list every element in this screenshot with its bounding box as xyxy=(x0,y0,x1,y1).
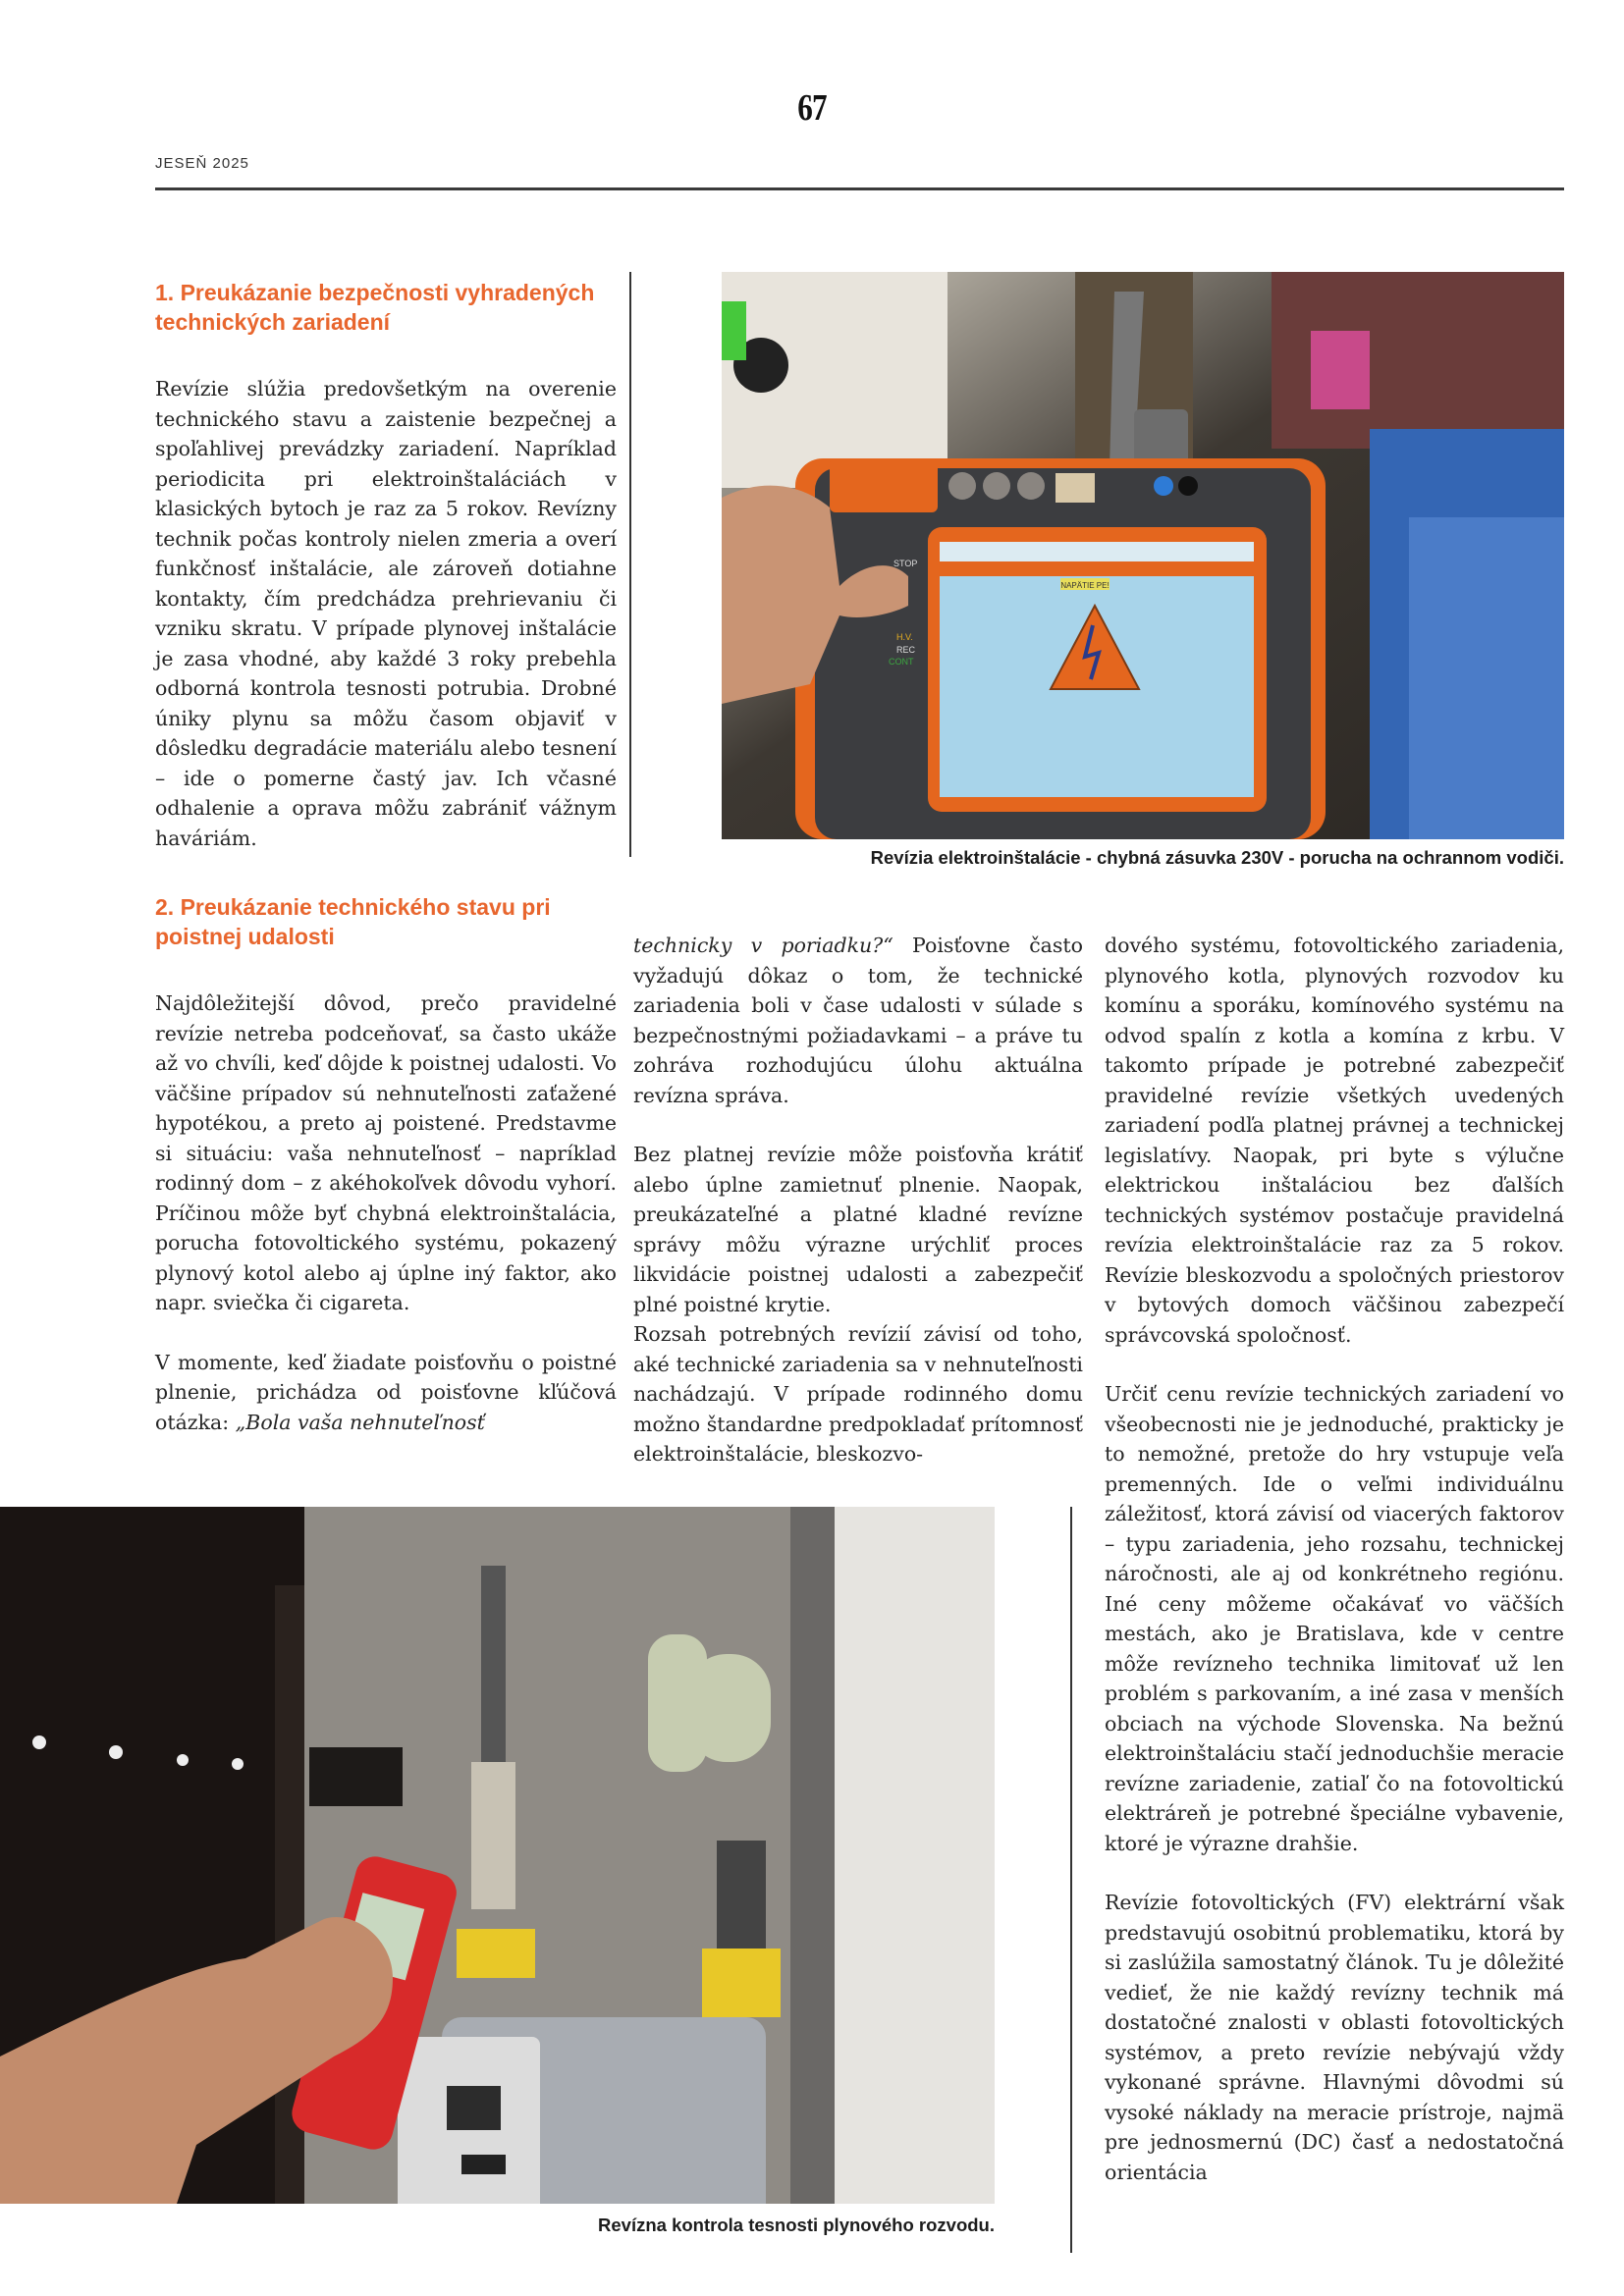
top-photo-caption: Revízia elektroinštalácie - chybná zásuvka 230V - porucha na ochrannom vodiči. xyxy=(870,847,1564,868)
screen-warning-label: NAPÄTIE PE! xyxy=(1060,581,1110,590)
rec-label: REC xyxy=(896,645,916,655)
column-divider-top xyxy=(629,272,631,857)
electrical-tester-illustration xyxy=(722,272,1564,839)
left-column xyxy=(155,278,617,1437)
column-divider-bottom xyxy=(1070,1507,1072,2253)
stop-label: STOP xyxy=(893,559,918,568)
cont-label: CONT xyxy=(889,657,914,667)
hv-label: H.V. xyxy=(896,632,913,642)
section-2-paragraph-2 xyxy=(155,1348,617,1438)
section-2-paragraph-1: Najdôležitejší dôvod, prečo pravidelné revízie netreba podceňovať, sa často ukáže až vo chvíli, keď dôjde k poistnej udalosti. Vo väčšine prípadov sú nehnuteľnosti zaťažené hypotékou, a preto aj poistené. Predstavme si situáciu: vaša nehnuteľnosť – napríklad rodinný dom – z akéhokoľvek dôvodu vyhorí. Príčinou môže byť chybná elektroinštalácia, porucha fotovoltického systému, pokazený plynový kotol alebo aj úplne iný faktor, ako napr. sviečka či cigareta. xyxy=(155,991,617,1314)
section-1-paragraph: Revízie slúžia predovšetkým na overenie technického stavu a zaistenie bezpečnej a spoľahlivej prevádzky zariadení. Napríklad periodicita pri elektroinštaláciách v klasických bytoch je raz za 5 rokov. Revízny technik počas kontroly nielen zmeria a overí funkčnosť inštalácie, ale zároveň dotiahne kontakty, čím predchádza prehrievaniu či vzniku skratu. V prípade plynovej inštalácie je zasa vhodné, aby každé 3 roky prebehla odborná kontrola tesnosti potrubia. Drobné úniky plynu sa môžu časom objaviť v dôsledku degradácie materiálu alebo tesnení – ide o pomerne častý jav. Ich včasné odhalenie a oprava môžu zabrániť vážnym haváriám. xyxy=(155,377,617,850)
gas-leak-test-photo xyxy=(0,1507,995,2204)
right-paragraph-2: Určiť cenu revízie technických zariadení vo všeobecnosti nie je jednoduché, prakticky je to nemožné, pretože do hry vstupuje veľa premenných. Ide o veľmi individuálnu záležitosť, ktorá závisí od viacerých faktorov – typu zariadenia, jeho rozsahu, technickej náročnosti, ale aj od konkrétneho regiónu. Iné ceny môžeme očakávať vo väčších mestách, ako je Bratislava, kde v centre môže revízneho technika limitovať už len problém s parkovaním, a iné zasa v menších obciach na východe Slovenska. Na bežnú elektroinštaláciu stačí jednoduchšie meracie revízne zariadenie, zatiaľ čo na fotovoltickú elektráreň je potrebné špeciálne vybavenie, ktoré je výrazne drahšie. xyxy=(1105,1382,1564,1855)
issue-label: JESEŇ 2025 xyxy=(155,155,249,172)
header-divider xyxy=(155,187,1564,190)
right-paragraph-1: dového systému, fotovoltického zariadenia, plynového kotla, plynových rozvodov ku komínu a sporáku, komínového systému na odvod spalín z kotla a komína z krbu. V takomto prípade je potrebné zabezpečiť pravidelné revízie všetkých uvedených zariadení podľa platnej právnej a technickej legislatívy. Naopak, pri byte s výlučne elektrickou inštaláciou bez ďalších technických systémov postačuje pravidelná revízia elektroinštalácie raz za 5 rokov. Revízie bleskozvodu a spoločných priestorov v bytových domoch väčšinou zabezpečí správcovská spoločnosť. xyxy=(1105,934,1564,1347)
page-number: 67 xyxy=(797,87,827,129)
middle-paragraph-3: Rozsah potrebných revízií závisí od toho, aké technické zariadenia sa v nehnuteľnosti nachádzajú. V prípade rodinného domu možno štandardne predpokladať prítomnosť elektroinštalácie, bleskozvo- xyxy=(633,1322,1083,1466)
middle-paragraph-2: Bez platnej revízie môže poisťovňa krátiť alebo úplne zamietnuť plnenie. Naopak, preukázateľné a platné kladné revízne správy môžu výrazne urýchliť proces likvidácie poistnej udalosti a zabezpečiť plné poistné krytie. xyxy=(633,1143,1083,1316)
gas-leak-test-illustration xyxy=(0,1507,995,2204)
middle-column xyxy=(633,931,1083,1469)
section-2-heading: 2. Preukázanie technického stavu pri poistnej udalosti xyxy=(155,894,551,949)
middle-paragraph-1: technicky v poriadku?“ Poisťovne často vyžadujú dôkaz o tom, že technické zariadenia boli v čase udalosti v súlade s bezpečnostnými požiadavkami – a práve tu zohráva rozhodujúcu úlohu aktuálna revízna správa. xyxy=(633,934,1083,1107)
section-1-heading: 1. Preukázanie bezpečnosti vyhradených technických zariadení xyxy=(155,280,595,335)
right-column xyxy=(1105,931,1564,2187)
bottom-photo-caption: Revízna kontrola tesnosti plynového rozvodu. xyxy=(598,2215,995,2235)
paragraph-2-lead: V momente, keď žiadate poisťovňu o poistné plnenie, prichádza od poisťovne kľúčová otázka: xyxy=(155,1350,617,1434)
right-paragraph-3: Revízie fotovoltických (FV) elektrární však predstavujú osobitnú problematiku, ktorá by si zaslúžila samostatný článok. Tu je dôležité vedieť, že nie každý revízny technik má dostatočné znalosti v oblasti fotovoltických systémov, a preto revízie nebývajú vždy vykonané správne. Hlavnými dôvodmi sú vysoké náklady na meracie prístroje, najmä pre jednosmernú (DC) časť a nedostatočná orientácia xyxy=(1105,1891,1564,2184)
insurer-question-quote: „Bola vaša nehnuteľnosť xyxy=(235,1410,485,1434)
electrical-tester-photo xyxy=(722,272,1564,839)
insurer-question-quote-continued: technicky v poriadku?“ xyxy=(633,934,893,957)
